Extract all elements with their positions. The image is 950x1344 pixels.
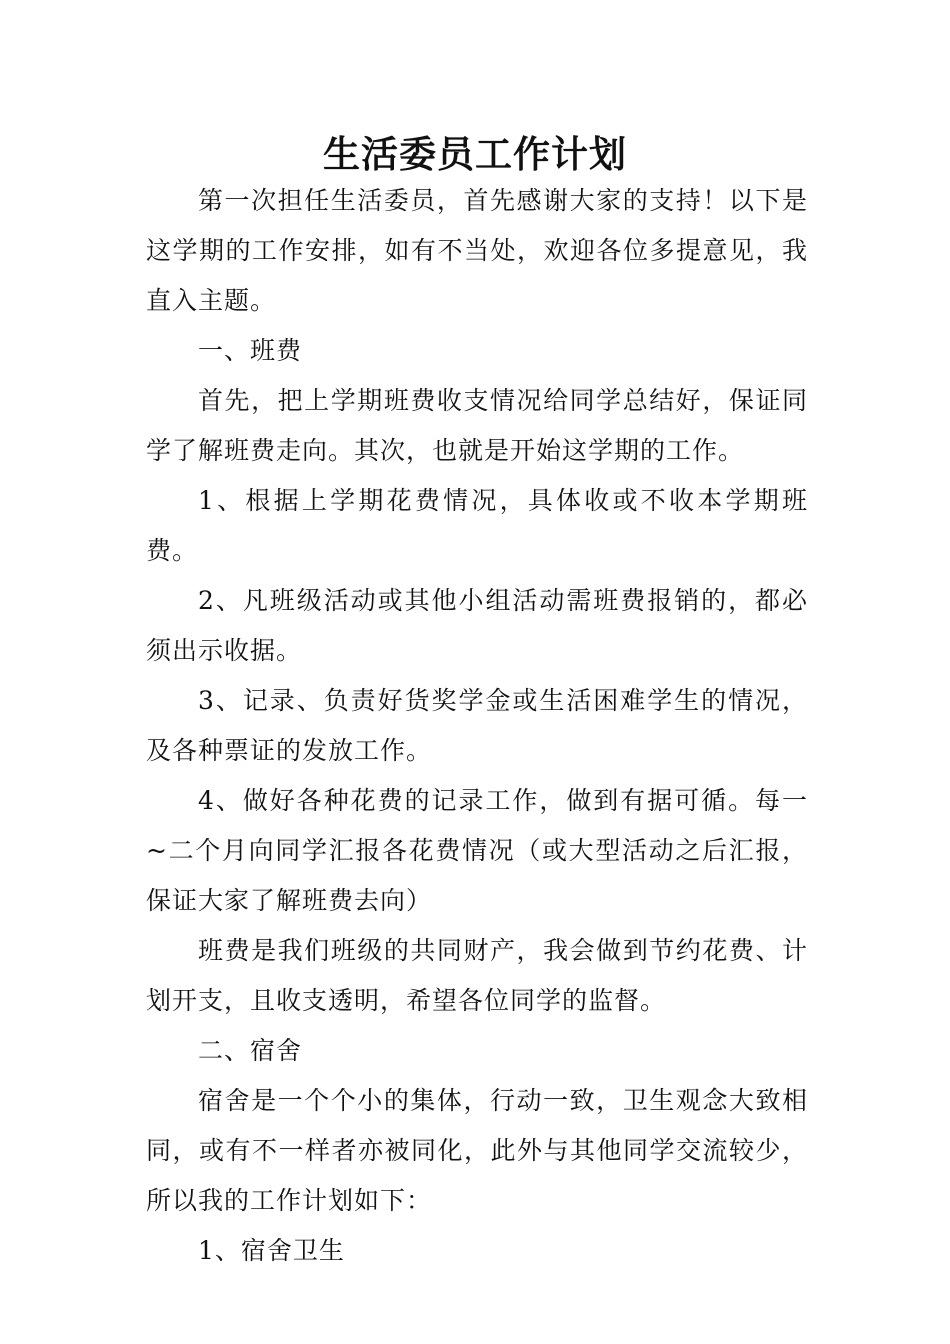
class-fee-summary-paragraph: 班费是我们班级的共同财产，我会做到节约花费、计划开支，且收支透明，希望各位同学的监督。 [146,936,808,1015]
list-item: 1、根据上学期花费情况，具体收或不收本学期班费。 [146,486,808,565]
section-heading-dormitory: 二、宿舍 [198,1036,303,1065]
section-heading-class-fee: 一、班费 [198,336,303,365]
list-item: 2、凡班级活动或其他小组活动需班费报销的，都必须出示收据。 [146,586,808,665]
document-title: 生活委员工作计划 [323,132,627,176]
intro-paragraph: 第一次担任生活委员，首先感谢大家的支持！以下是这学期的工作安排，如有不当处，欢迎各位多提意见，我直入主题。 [146,186,808,315]
document-body [146,176,808,1276]
list-item: 4、做好各种花费的记录工作，做到有据可循。每一~二个月向同学汇报各花费情况（或大型活动之后汇报，保证大家了解班费去向） [146,786,808,915]
class-fee-paragraph: 首先，把上学期班费收支情况给同学总结好，保证同学了解班费走向。其次，也就是开始这学期的工作。 [146,386,808,465]
dormitory-paragraph: 宿舍是一个个小的集体，行动一致，卫生观念大致相同，或有不一样者亦被同化，此外与其他同学交流较少，所以我的工作计划如下： [146,1086,808,1215]
list-item: 1、宿舍卫生 [198,1236,345,1265]
list-item: 3、记录、负责好货奖学金或生活困难学生的情况，及各种票证的发放工作。 [146,686,808,765]
